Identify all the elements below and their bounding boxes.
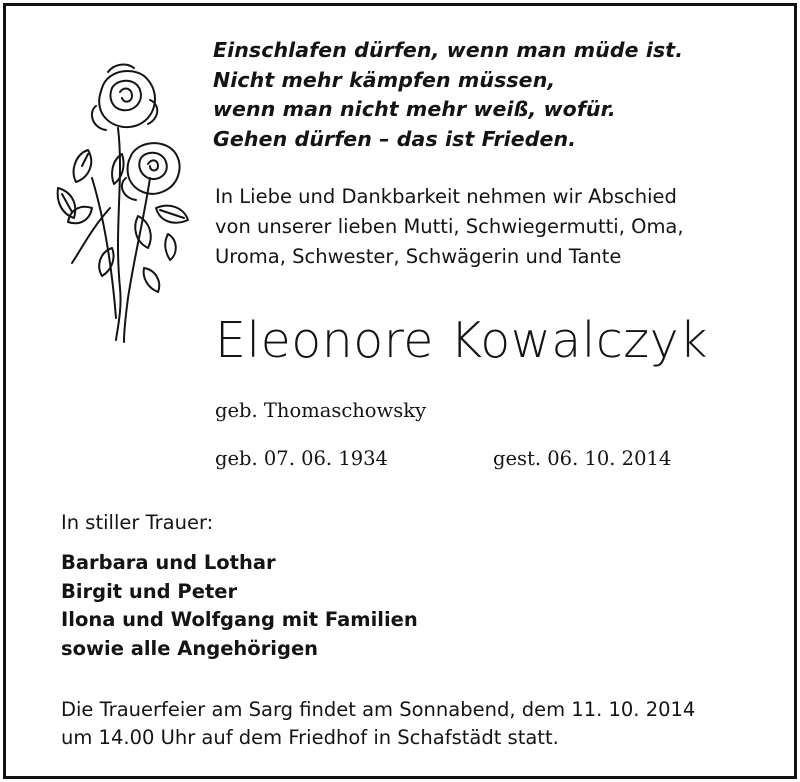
poem-line: Nicht mehr kämpfen müssen,	[213, 67, 556, 92]
intro-line: von unserer lieben Mutti, Schwiegermutti, Oma,	[215, 215, 684, 238]
intro-line: In Liebe und Dankbarkeit nehmen wir Abschied	[215, 185, 677, 208]
funeral-service-info	[61, 696, 695, 752]
poem-line: wenn man nicht mehr weiß, wofür.	[213, 97, 616, 121]
family-member: sowie alle Angehörigen	[61, 636, 319, 660]
service-line: um 14.00 Uhr auf dem Friedhof in Schafstädt statt.	[61, 726, 559, 749]
birth-name: geb. Thomaschowsky	[215, 399, 427, 422]
family-member: Barbara und Lothar	[61, 551, 276, 574]
family-member: Birgit und Peter	[61, 579, 238, 603]
service-line: Die Trauerfeier am Sarg findet am Sonnabend, dem 11. 10. 2014	[61, 698, 696, 721]
intro-line: Uroma, Schwester, Schwägerin und Tante	[215, 245, 622, 268]
roses-illustration-icon	[52, 58, 197, 348]
deceased-name: Eleonore Kowalczyk	[215, 312, 708, 369]
poem-line: Einschlafen dürfen, wenn man müde ist.	[213, 38, 684, 62]
poem	[213, 36, 773, 154]
birth-date: geb. 07. 06. 1934	[215, 447, 388, 470]
death-date: gest. 06. 10. 2014	[493, 447, 672, 470]
mourning-label: In stiller Trauer:	[61, 511, 214, 534]
farewell-intro	[215, 182, 684, 272]
family-member: Ilona und Wolfgang mit Familien	[61, 608, 418, 631]
obituary-frame	[3, 3, 797, 779]
family-list	[61, 549, 418, 663]
poem-line: Gehen dürfen – das ist Frieden.	[213, 126, 577, 151]
